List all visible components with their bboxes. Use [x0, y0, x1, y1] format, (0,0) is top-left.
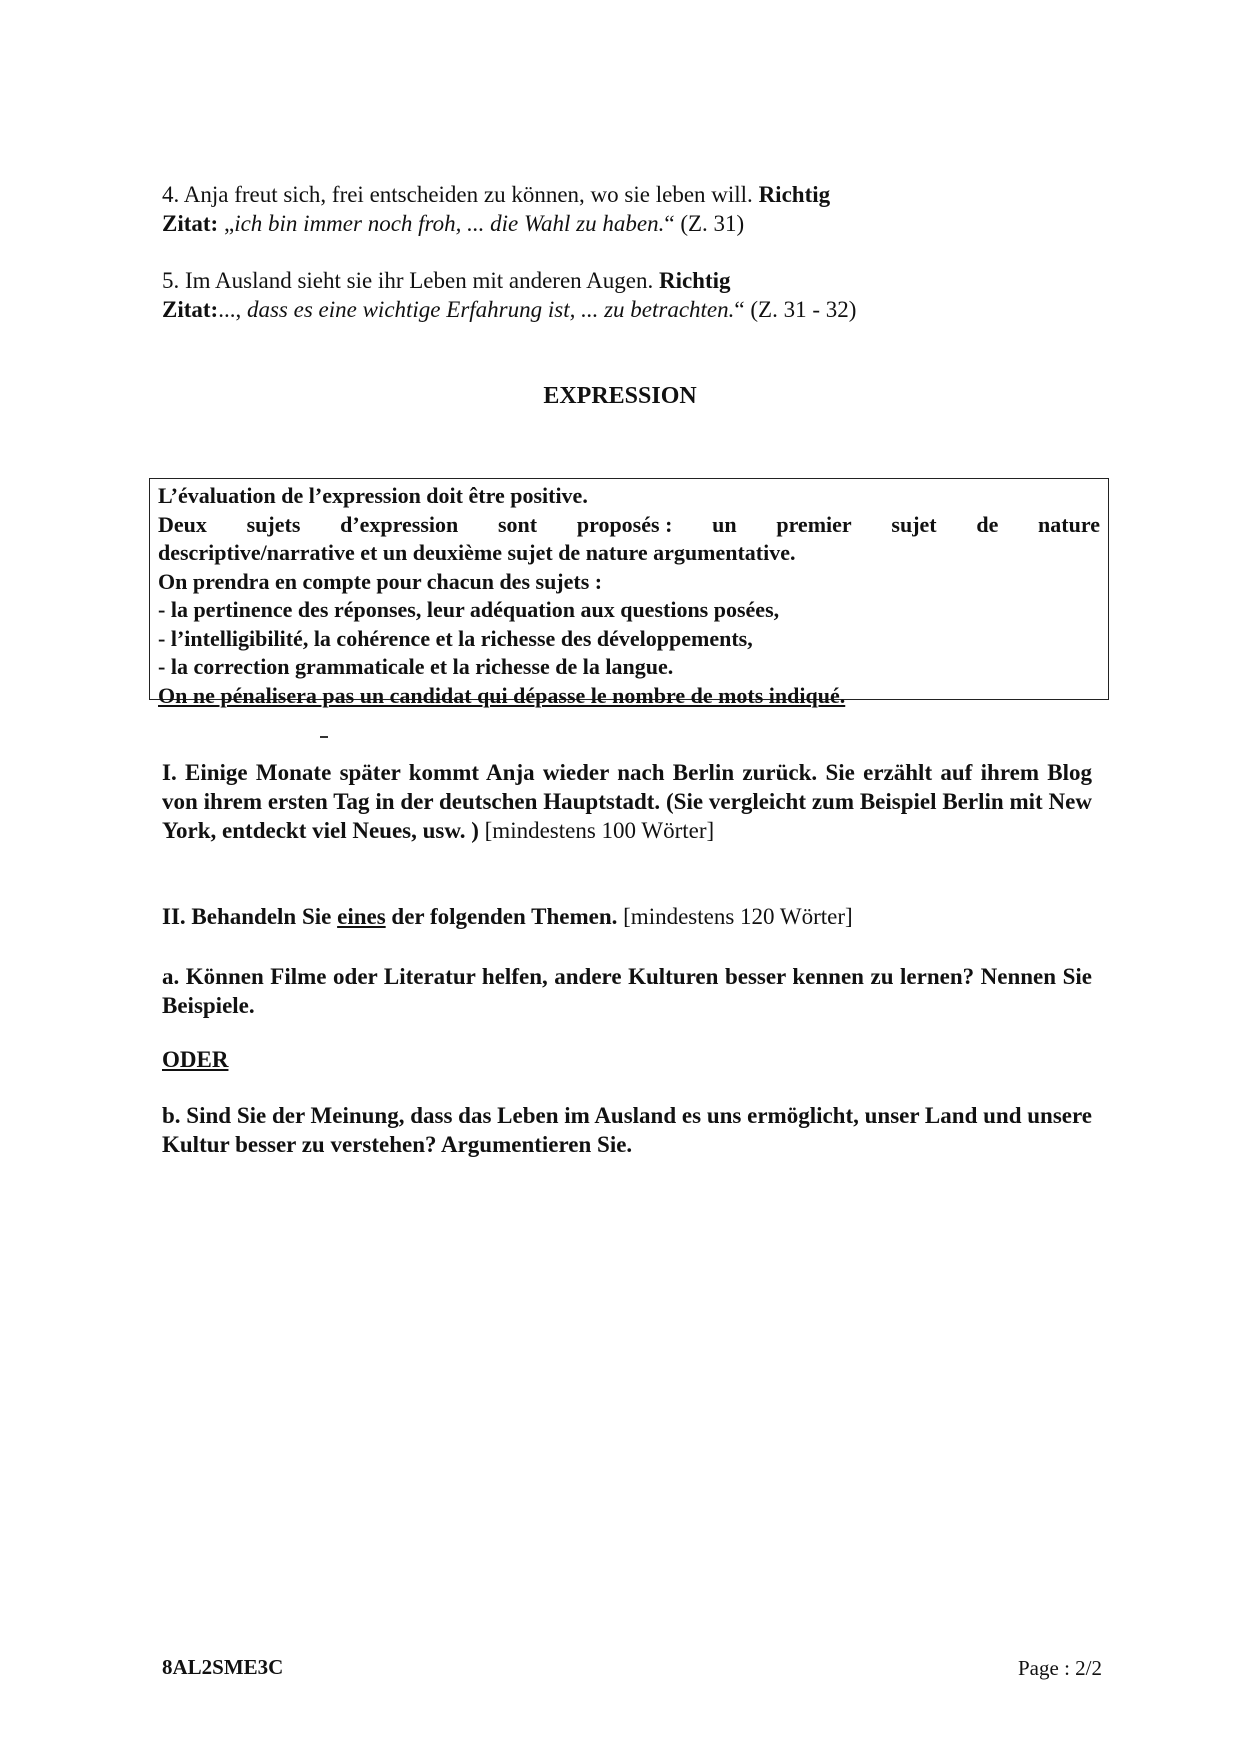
- task-1-text: I. Einige Monate später kommt Anja wieder nach Berlin zurück. Sie erzählt auf ihrem Blog von ihrem ersten Tag in der deutschen Hauptstadt. (Sie vergleicht zum Beispiel Berlin mit New York, entdeckt viel Neues, usw. ): [162, 760, 1092, 843]
- instructions-word: premier: [776, 511, 852, 537]
- task-2-or-label: ODER: [162, 1047, 229, 1072]
- answer-5-quote-open: ...,: [218, 297, 247, 322]
- answer-4-verdict: Richtig: [758, 182, 831, 207]
- task-2-emph: eines: [337, 904, 386, 929]
- answer-4-statement-line: [162, 181, 830, 209]
- task-2-header: [162, 902, 1092, 931]
- task-2-limit: [mindestens 120 Wörter]: [617, 904, 853, 929]
- instructions-line-1: L’évaluation de l’expression doit être positive.: [158, 483, 588, 508]
- task-1-limit: [mindestens 100 Wörter]: [478, 818, 715, 843]
- answer-4-quote-label: Zitat:: [162, 211, 219, 236]
- instructions-box: [149, 478, 1109, 708]
- section-title: EXPRESSION: [543, 383, 697, 409]
- instructions-line-2: [158, 511, 1100, 540]
- instructions-word: sujet: [891, 511, 937, 537]
- instructions-line-7: - la correction grammaticale et la richesse de la langue.: [158, 654, 674, 679]
- answer-5-statement: 5. Im Ausland sieht sie ihr Leben mit anderen Augen.: [162, 268, 654, 293]
- answer-4-quote-close: “: [664, 211, 675, 236]
- answer-4-statement: 4. Anja freut sich, frei entscheiden zu können, wo sie leben will.: [162, 182, 753, 207]
- task-1: [162, 758, 1092, 845]
- answer-5-statement-line: [162, 267, 731, 295]
- instructions-word: nature: [1038, 511, 1100, 537]
- instructions-word: sont: [498, 511, 538, 537]
- document-code: 8AL2SME3C: [162, 1655, 284, 1679]
- answer-5-quote-ref: (Z. 31 - 32): [744, 297, 857, 322]
- answer-5-quote-close: “: [734, 297, 745, 322]
- answer-4-quote-open: „: [218, 211, 235, 236]
- instructions-line-6: - l’intelligibilité, la cohérence et la richesse des développements,: [158, 625, 753, 651]
- answer-4-quote-ref: (Z. 31): [674, 211, 745, 236]
- stray-mark: [320, 736, 328, 738]
- instructions-line-5: - la pertinence des réponses, leur adéquation aux questions posées,: [158, 597, 780, 622]
- instructions-line-8: On ne pénalisera pas un candidat qui dépasse le nombre de mots indiqué.: [158, 682, 846, 708]
- page-number: Page : 2/2: [1018, 1656, 1102, 1680]
- task-2-suffix: der folgenden Themen.: [385, 904, 618, 929]
- answer-4-quote-line: [162, 210, 744, 238]
- task-2-option-b: b. Sind Sie der Meinung, dass das Leben im Ausland es uns ermöglicht, unser Land und unsere Kultur besser zu verstehen? Argumentieren Sie.: [162, 1103, 1092, 1157]
- instructions-word: sujets: [246, 511, 301, 537]
- instructions-word: proposés :: [576, 511, 673, 537]
- answer-5-quote-line: [162, 296, 856, 324]
- instructions-line-3: descriptive/narrative et un deuxième sujet de nature argumentative.: [158, 540, 796, 565]
- instructions-line-4: On prendra en compte pour chacun des sujets :: [158, 568, 603, 594]
- task-2-prefix: II. Behandeln Sie: [162, 904, 338, 929]
- answer-4-quote-text: ich bin immer noch froh, ... die Wahl zu haben.: [234, 211, 665, 236]
- instructions-word: de: [976, 511, 999, 537]
- instructions-word: Deux: [158, 511, 207, 537]
- instructions-word: d’expression: [340, 511, 459, 537]
- answer-5-quote-label: Zitat:: [162, 297, 219, 322]
- answer-5-verdict: Richtig: [658, 268, 731, 293]
- instructions-word: un: [712, 511, 737, 537]
- answer-5-quote-text: dass es eine wichtige Erfahrung ist, ... zu betrachten.: [246, 297, 735, 322]
- task-2-option-a: a. Können Filme oder Literatur helfen, andere Kulturen besser kennen zu lernen? Nennen Sie Beispiele.: [162, 964, 1092, 1018]
